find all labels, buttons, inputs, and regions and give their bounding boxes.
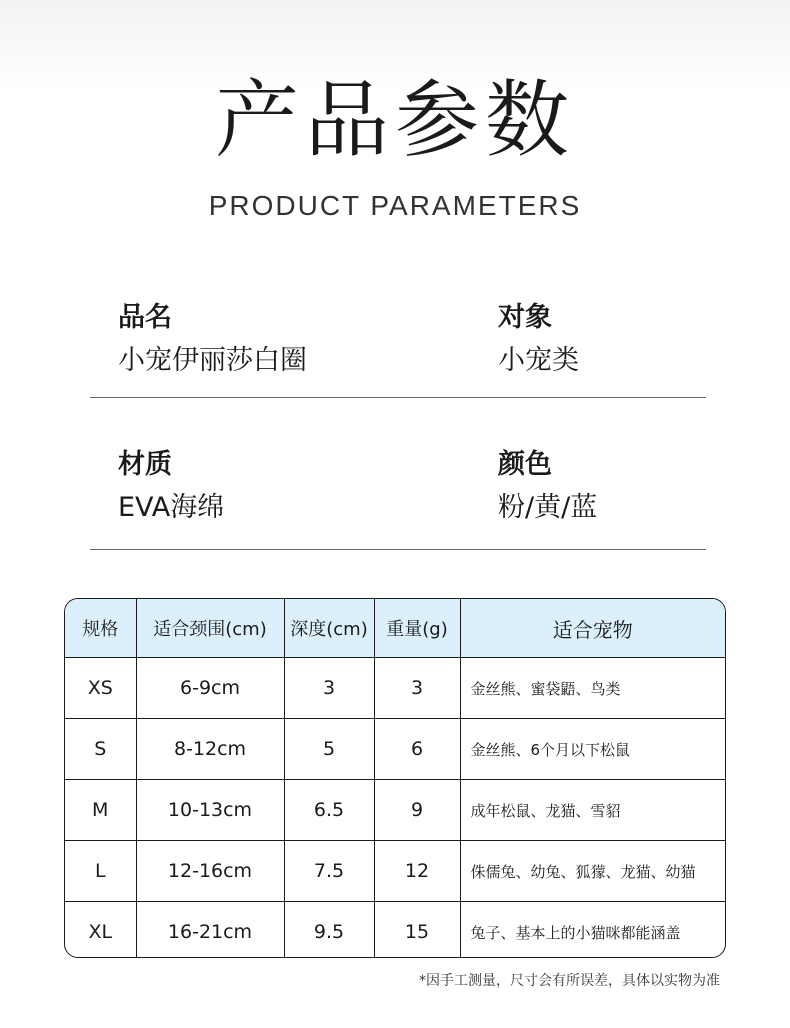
column-header: 重量(g)	[374, 599, 460, 658]
table-row	[65, 902, 725, 959]
pet-cell: 成年松鼠、龙猫、雪貂	[460, 780, 725, 841]
table-row	[65, 841, 725, 902]
measurement-note: *因手工测量，尺寸会有所误差，具体以实物为准	[419, 973, 720, 989]
param-label: 品名	[118, 302, 172, 333]
pet-cell: 金丝熊、蜜袋鼯、鸟类	[460, 658, 725, 719]
param-label: 对象	[498, 302, 552, 333]
depth-cell: 9.5	[284, 902, 374, 959]
weight-cell: 3	[374, 658, 460, 719]
weight-cell: 9	[374, 780, 460, 841]
size-table	[64, 598, 726, 958]
size-cell: M	[65, 780, 136, 841]
depth-cell: 5	[284, 719, 374, 780]
param-value: 粉/黄/蓝	[498, 492, 598, 523]
pet-cell: 侏儒兔、幼兔、狐獴、龙猫、幼猫	[460, 841, 725, 902]
size-cell: XL	[65, 902, 136, 959]
param-target	[498, 304, 579, 374]
depth-cell: 3	[284, 658, 374, 719]
column-header: 规格	[65, 599, 136, 658]
weight-cell: 6	[374, 719, 460, 780]
page-subtitle: PRODUCT PARAMETERS	[208, 190, 582, 221]
param-label: 颜色	[498, 449, 552, 480]
table-row	[65, 658, 725, 719]
param-material	[118, 451, 224, 521]
divider	[90, 397, 706, 398]
column-header: 深度(cm)	[284, 599, 374, 658]
pet-cell: 兔子、基本上的小猫咪都能涵盖	[470, 923, 681, 942]
size-cell: S	[65, 719, 136, 780]
neck-cell: 8-12cm	[136, 719, 284, 780]
neck-cell: 12-16cm	[136, 841, 284, 902]
neck-cell: 6-9cm	[136, 658, 284, 719]
divider	[90, 549, 706, 550]
column-header: 适合宠物	[460, 599, 725, 658]
table-row	[65, 719, 725, 780]
table-row	[65, 780, 725, 841]
param-color	[498, 451, 597, 521]
param-label: 材质	[118, 449, 172, 480]
param-value: 小宠类	[498, 345, 579, 376]
neck-cell: 16-21cm	[136, 902, 284, 959]
table-header-row	[65, 599, 725, 658]
column-header: 适合颈围(cm)	[136, 599, 284, 658]
param-name	[118, 304, 307, 374]
depth-cell: 6.5	[284, 780, 374, 841]
size-cell: L	[65, 841, 136, 902]
param-value: 小宠伊丽莎白圈	[118, 345, 307, 376]
weight-cell: 12	[374, 841, 460, 902]
neck-cell: 10-13cm	[136, 780, 284, 841]
page-title: 产品参数	[214, 71, 575, 169]
depth-cell: 7.5	[284, 841, 374, 902]
pet-cell: 金丝熊、6个月以下松鼠	[460, 719, 725, 780]
weight-cell: 15	[374, 902, 460, 959]
size-cell: XS	[65, 658, 136, 719]
param-value: EVA海绵	[118, 492, 225, 523]
